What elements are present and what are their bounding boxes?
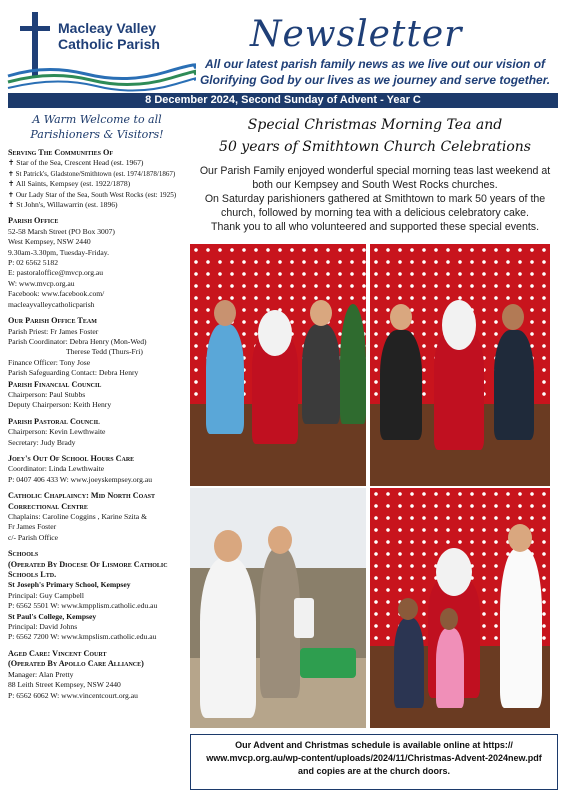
sidebar — [8, 112, 186, 792]
school-2-principal: Principal: David Johns — [8, 622, 78, 632]
chaplaincy-chaplains: Chaplains: Caroline Coggins , Karine Szita & — [8, 512, 147, 521]
finance-council-heading: Parish Financial Council — [8, 379, 102, 389]
aged-care-manager: Manager: Alan Pretty — [8, 669, 74, 679]
office-facebook-link-cont[interactable]: macleayvalleycatholicparish — [8, 299, 95, 309]
school-2-contact[interactable]: P: 6562 7200 W: www.kmpslism.catholic.edu.au — [8, 632, 157, 642]
photo-santa-two-women — [190, 244, 366, 486]
office-address: 52-58 Marsh Street (PO Box 3007) — [8, 226, 115, 236]
community-item: ✝ St John's, Willawarrin (est. 1896) — [8, 200, 118, 210]
office-email-link[interactable]: E: pastoraloffice@mvcp.org.au — [8, 268, 104, 278]
pastoral-chair: Chairperson: Kevin Lewthwaite — [8, 427, 106, 437]
chaplaincy-priest: Fr James Foster — [8, 522, 57, 532]
office-hours: 9.30am-3.30pm, Tuesday-Friday. — [8, 247, 109, 257]
team-priest: Parish Priest: Fr James Foster — [8, 326, 99, 336]
pastoral-council-heading: Parish Pastoral Council — [8, 416, 100, 426]
school-2-name: St Paul's College, Kempsey — [8, 611, 97, 621]
schedule-link[interactable]: www.mvcp.org.au/wp-content/uploads/2024/11/Christmas-Advent-2024new.pdf — [206, 753, 542, 763]
office-suburb: West Kempsey, NSW 2440 — [8, 237, 91, 247]
team-coordinator: Parish Coordinator: Debra Henry (Mon-Wed) — [8, 336, 147, 346]
schedule-line: and copies are at the church doors. — [297, 766, 451, 776]
aged-care-address: 88 Leith Street Kempsey, NSW 2440 — [8, 680, 121, 690]
schools-heading: Schools (Operated By Diocese Of Lismore Catholic Schools Ltd. — [8, 549, 168, 580]
chaplaincy-contact: c/- Parish Office — [8, 532, 59, 542]
parish-name: Macleay Valley Catholic Parish — [58, 20, 160, 52]
photo-cake-cutting — [190, 488, 366, 728]
article-body: Our Parish Family enjoyed wonderful special morning teas last weekend at both our Kempsey and South West Rocks churches. On Saturday parishioners gathered at Smithtown to mark 50 years of the church, followed by morning tea with a delicious celebratory cake. Thank you to all who volunteered and supported these special events. — [199, 165, 551, 233]
newsletter-subtitle: All our latest parish family news as we live out our vision of Glorifying God by our lives as we journey and serve together. — [199, 57, 551, 87]
parish-office-heading: Parish Office — [8, 216, 59, 226]
finance-chair: Chairperson: Paul Stubbs — [8, 389, 86, 399]
newsletter-title: Newsletter — [250, 14, 463, 55]
office-facebook-link[interactable]: Facebook: www.facebook.com/ — [8, 289, 105, 299]
logo-wave-icon — [6, 62, 196, 92]
finance-deputy: Deputy Chairperson: Keith Henry — [8, 400, 112, 410]
schedule-line: Our Advent and Christmas schedule is available online at https:// — [235, 740, 513, 750]
office-phone: P: 02 6562 5182 — [8, 258, 58, 268]
community-item: ✝ St Patrick's, Gladstone/Smithtown (est. 1974/1878/1867) — [8, 169, 176, 178]
school-1-name: St Joseph's Primary School, Kempsey — [8, 580, 131, 590]
photo-santa-children — [370, 488, 550, 728]
communities-heading: Serving The Communities Of — [8, 148, 114, 157]
school-1-contact[interactable]: P: 6562 5501 W: www.kmpplism.catholic.edu.au — [8, 601, 158, 611]
office-website-link[interactable]: W: www.mvcp.org.au — [8, 278, 75, 288]
oosh-coordinator: Coordinator: Linda Lewthwaite — [8, 464, 105, 474]
schedule-notice — [190, 734, 558, 790]
community-item: ✝ All Saints, Kempsey (est. 1922/1878) — [8, 179, 131, 189]
aged-care-heading: Aged Care: Vincent Court (Operated By Apollo Care Alliance) — [8, 648, 144, 669]
oosh-contact[interactable]: P: 0407 406 433 W: www.joeyskempsey.org.au — [8, 474, 152, 484]
chaplaincy-heading: Catholic Chaplaincy: Mid North Coast Correctional Centre — [8, 491, 155, 511]
oosh-heading: Joey's Out Of School Hours Care — [8, 453, 135, 463]
article-title: Special Christmas Morning Tea and 50 years of Smithtown Church Celebrations — [219, 117, 531, 155]
team-safeguarding: Parish Safeguarding Contact: Debra Henry — [8, 368, 139, 378]
team-coordinator-2: Therese Tedd (Thurs-Fri) — [66, 347, 143, 357]
office-team-heading: Our Parish Office Team — [8, 316, 97, 326]
community-item: ✝ Star of the Sea, Crescent Head (est. 1967) — [8, 158, 144, 168]
community-item: ✝ Our Lady Star of the Sea, South West Rocks (est: 1925) — [8, 190, 177, 199]
date-bar: 8 December 2024, Second Sunday of Advent - Year C — [8, 93, 558, 108]
pastoral-secretary: Secretary: Judy Brady — [8, 437, 76, 447]
school-1-principal: Principal: Guy Campbell — [8, 590, 84, 600]
team-finance-officer: Finance Officer: Tony Jose — [8, 357, 91, 367]
welcome-message: A Warm Welcome to all Parishioners & Visitors! — [30, 113, 164, 141]
aged-care-contact[interactable]: P: 6562 6062 W: www.vincentcourt.org.au — [8, 690, 138, 700]
photo-santa-man-woman — [370, 244, 550, 486]
